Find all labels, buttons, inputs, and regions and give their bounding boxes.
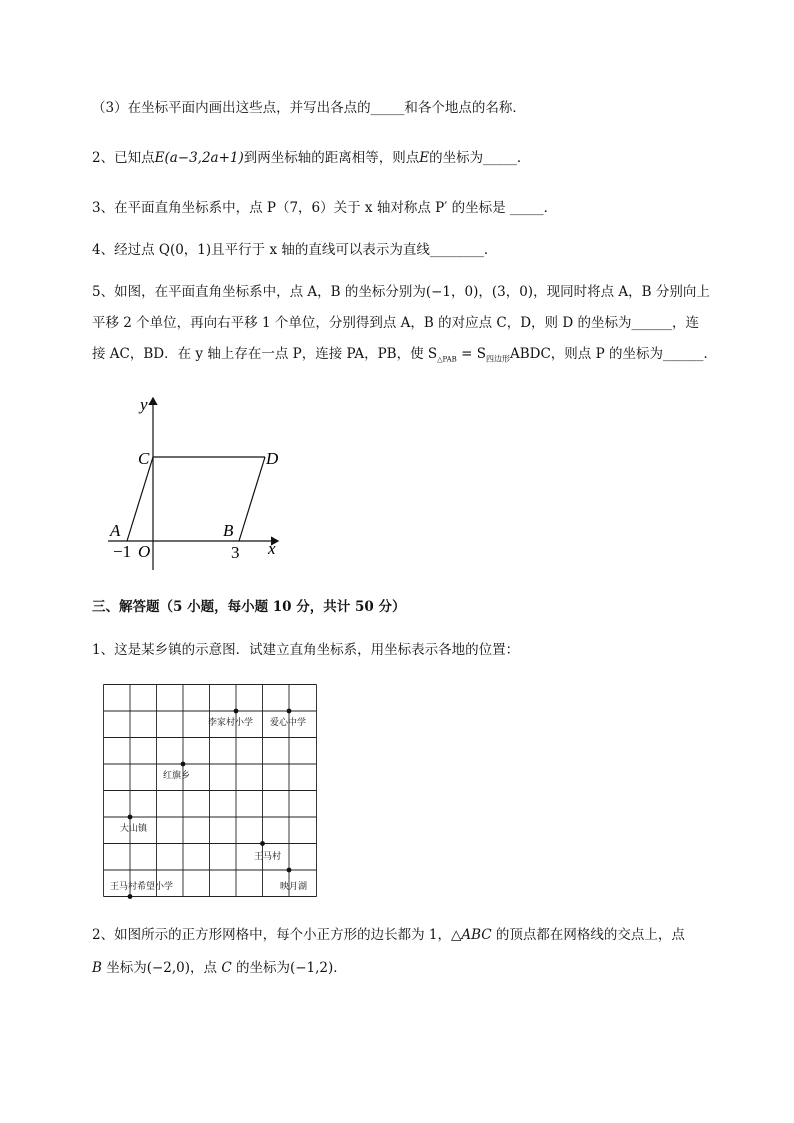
answer-question-1: 1、这是某乡镇的示意图．试建立直角坐标系，用坐标表示各地的位置：: [92, 642, 520, 658]
question-3-subpart: （3）在坐标平面内画出这些点，并写出各点的_____和各个地点的名称．: [92, 100, 526, 116]
q2-line-1-suffix: 的顶点都在网格线的交点上，点: [491, 927, 685, 943]
fill-2-suffix: 的坐标为_____．: [429, 150, 531, 166]
fill-question-5-line-1: 5、如图，在平面直角坐标系中，点 A，B 的坐标分别为(−1，0)，(3，0)，现同时将点 A，B 分别向上: [92, 284, 710, 300]
dot-hongqi: [181, 762, 186, 767]
fill-question-4: 4、经过点 Q(0，1)且平行于 x 轴的直线可以表示为直线________．: [92, 242, 498, 258]
dot-yingyue: [287, 868, 292, 873]
fill-5-line-3-suffix: ABDC，则点 P 的坐标为______．: [509, 346, 717, 362]
point-c-label: C: [221, 960, 232, 976]
dot-dashan: [128, 815, 133, 820]
dot-wangmaxiwang: [128, 894, 133, 899]
answer-question-2-line-2: [92, 958, 347, 978]
label-y: y: [140, 395, 148, 414]
q2-line-2-suffix: 的坐标为(−1,2)．: [231, 960, 347, 976]
equals: = S: [456, 346, 486, 362]
dot-lijiacun: [234, 709, 239, 714]
label-d: D: [266, 449, 279, 468]
label-c: C: [138, 449, 150, 468]
fill-2-middle: 到两坐标轴的距离相等，则点: [243, 150, 420, 166]
triangle-abc: △ABC: [450, 927, 492, 943]
label-x: x: [268, 539, 276, 558]
parallelogram-figure: [100, 392, 290, 577]
place-yingyue: 映月湖: [280, 882, 308, 892]
fill-2-prefix: 2、已知点: [92, 150, 155, 166]
subscript-quadrilateral: 四边形: [485, 354, 510, 364]
map-grid: [104, 685, 317, 897]
fill-question-5-line-2: 平移 2 个单位，再向右平移 1 个单位，分别得到点 A，B 的对应点 C，D，则 D 的坐标为______，连: [92, 315, 699, 331]
segment-bd: [239, 457, 265, 541]
dot-aixin: [287, 709, 292, 714]
q2-line-2-middle: 坐标为(−2,0)，点: [101, 960, 222, 976]
tick-3: 3: [231, 543, 240, 562]
point-e-label-2: E: [419, 150, 430, 166]
label-a: A: [110, 521, 121, 540]
point-e-expression: (a−3,2a+1): [164, 150, 244, 166]
township-map: [102, 682, 320, 900]
point-b-label: B: [92, 960, 102, 976]
answer-question-2-line-1: [92, 925, 685, 945]
place-dashan: 大山镇: [120, 824, 148, 834]
section-3-heading: 三、解答题（5 小题，每小题 10 分，共计 50 分）: [92, 599, 406, 615]
place-aixin: 爱心中学: [270, 718, 307, 728]
fill-question-5-line-3: [92, 344, 717, 370]
point-e-label: E: [154, 150, 165, 166]
place-hongqi: 红旗乡: [163, 771, 191, 781]
label-o: O: [138, 542, 151, 561]
label-b: B: [223, 521, 234, 540]
subscript-pab: △PAB: [437, 355, 457, 364]
fill-question-3: 3、在平面直角坐标系中，点 P（7，6）关于 x 轴对称点 P′ 的坐标是 _____．: [92, 200, 558, 216]
fill-question-2: [92, 148, 530, 168]
q2-line-1-prefix: 2、如图所示的正方形网格中，每个小正方形的边长都为 1，: [92, 927, 451, 943]
place-wangmaxiwang: 王马村希望小学: [110, 882, 174, 892]
dot-wangma: [260, 841, 265, 846]
place-wangma: 王马村: [254, 852, 282, 862]
segment-ac: [127, 457, 153, 541]
tick-neg1: −1: [113, 542, 132, 561]
place-lijiacun: 李家村小学: [208, 718, 254, 728]
fill-5-line-3-prefix: 接 AC，BD．在 y 轴上存在一点 P，连接 PA，PB，使 S: [92, 346, 438, 362]
